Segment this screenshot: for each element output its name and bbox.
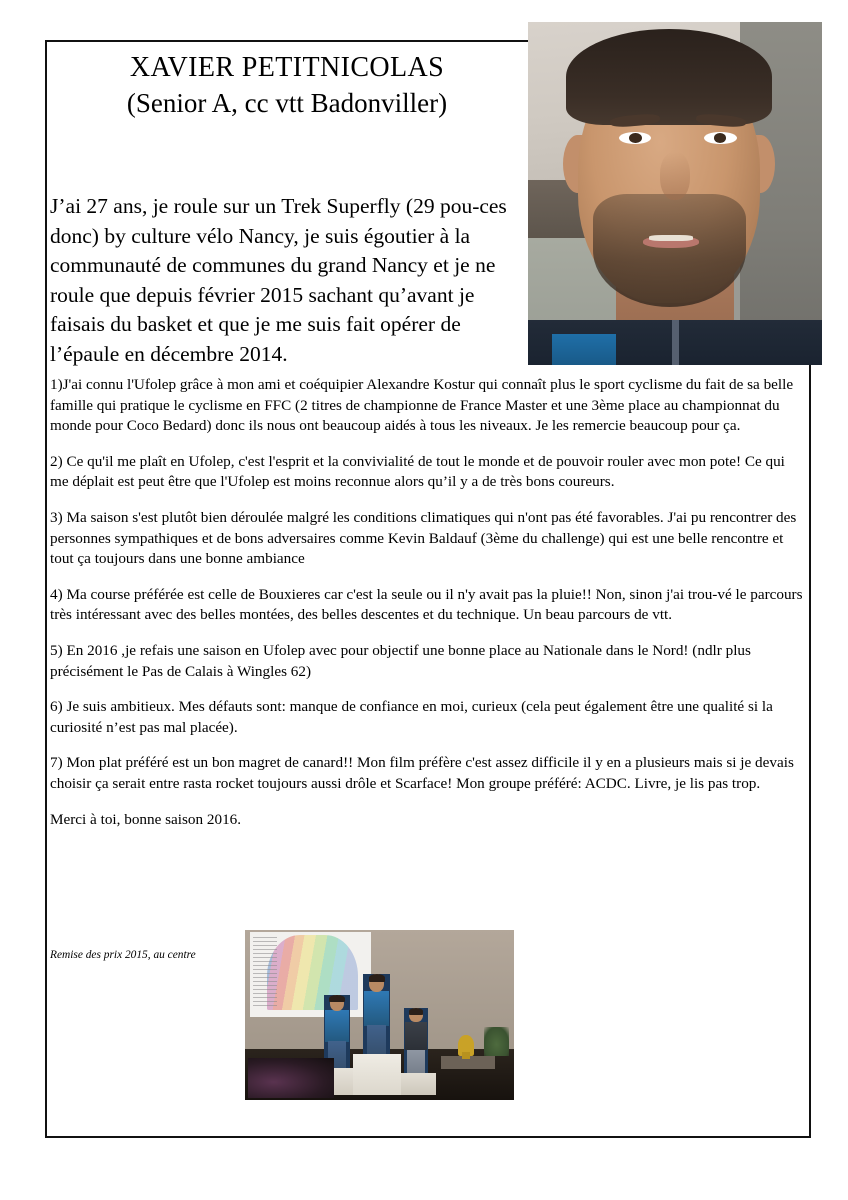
answer-paragraph-1: 1)J'ai connu l'Ufolep grâce à mon ami et coéquipier Alexandre Kostur qui connaît plus le sport cyclisme du fait de sa belle famille qui pratique le cyclisme en FFC (2 titres de championne de France Master et une 3ème place au championnat du monde pour Coco Bedard) donc ils nous ont beaucoup aidés à tous les niveaux. Je les remercie beaucoup pour ça. bbox=[50, 376, 794, 435]
title-name-line: XAVIER PETITNICOLAS bbox=[129, 52, 445, 83]
rider-legs bbox=[367, 1025, 386, 1054]
portrait-jacket-zipper bbox=[672, 320, 678, 365]
rider-hair bbox=[409, 1008, 424, 1014]
podium-floral-decoration bbox=[248, 1058, 334, 1099]
answer-paragraph-6: 6) Je suis ambitieux. Mes défauts sont: manque de confiance en moi, curieux (cela peut également être une qualité si la curiosité n’est pas mal placée). bbox=[50, 698, 773, 736]
answer-paragraph-3: 3) Ma saison s'est plutôt bien déroulée malgré les conditions climatiques qui n'ont pas été favorables. J'ai pu rencontrer des personnes sympathiques et de bons adversaires comme Kevin Baldauf (3ème du challenge) qui est une belle rencontre et tout ça toujours dans une bonne ambiance bbox=[50, 508, 797, 568]
rider-hair bbox=[369, 974, 385, 982]
portrait-jacket-blue-panel bbox=[552, 334, 617, 365]
rider-legs bbox=[407, 1050, 424, 1073]
podium-plant bbox=[484, 1027, 508, 1056]
portrait-beard bbox=[593, 194, 746, 307]
rider-hair bbox=[329, 995, 344, 1002]
title-category-line: (Senior A, cc vtt Badonviller) bbox=[126, 88, 448, 118]
answer-paragraph-7: 7) Mon plat préféré est un bon magret de canard!! Mon film préfère c'est assez difficile il y en a plusieurs mais si je devais choisir ça serait entre rasta rocket toujours aussi drôle et Scarface! Mon groupe préféré: ACDC. Livre, je lis pas trop. bbox=[50, 754, 794, 792]
closing-paragraph: Merci à toi, bonne saison 2016. bbox=[50, 810, 242, 828]
podium-photo-caption: Remise des prix 2015, au centre bbox=[50, 949, 196, 961]
answer-paragraph-4: 4) Ma course préférée est celle de Bouxieres car c'est la seule ou il n'y avait pas la pluie!! Non, sinon j'ai trou-vé le parcours très intéressant avec des belles montées, des belles descentes et du technique. Un beau parcours de vtt. bbox=[50, 585, 803, 624]
rider-torso bbox=[405, 1022, 427, 1050]
rider-torso bbox=[325, 1010, 349, 1042]
podium-step-first bbox=[353, 1054, 401, 1095]
page-title bbox=[47, 50, 527, 121]
answer-paragraph-5: 5) En 2016 ,je refais une saison en Ufolep avec pour objectif une bonne place au Nationale dans le Nord! (ndlr plus précisément le Pas de Calais à Wingles 62) bbox=[50, 641, 751, 680]
podium-rider-first bbox=[363, 974, 390, 1054]
portrait-pupil-left bbox=[629, 133, 641, 143]
portrait-photo bbox=[528, 22, 822, 365]
intro-paragraph: J’ai 27 ans, je roule sur un Trek Superfly (29 pou-ces donc) by culture vélo Nancy, je suis égoutier à la communauté de communes du grand Nancy et je ne roule que depuis février 2015 sachant qu’avant je faisais du basket et que je me suis fait opérer de l’épaule en décembre 2014. bbox=[50, 194, 507, 366]
interview-body bbox=[50, 375, 806, 830]
answer-paragraph-2: 2) Ce qu'il me plaît en Ufolep, c'est l'esprit et la convivialité de tout le monde et de pouvoir rouler avec mon pote! Ce qui me déplait est peut être que l'Ufolep est moins reconnue alors qu’il y a de très bons coureurs. bbox=[50, 452, 785, 491]
podium-photo bbox=[245, 930, 514, 1100]
podium-rider-third bbox=[404, 1008, 428, 1073]
podium-trophy-base bbox=[462, 1052, 470, 1059]
rider-torso bbox=[364, 991, 389, 1026]
podium-projected-text-lines bbox=[253, 937, 277, 1008]
podium-step-third bbox=[401, 1073, 436, 1095]
portrait-teeth bbox=[649, 235, 693, 241]
portrait-hair bbox=[566, 29, 772, 125]
portrait-nose bbox=[660, 152, 689, 200]
